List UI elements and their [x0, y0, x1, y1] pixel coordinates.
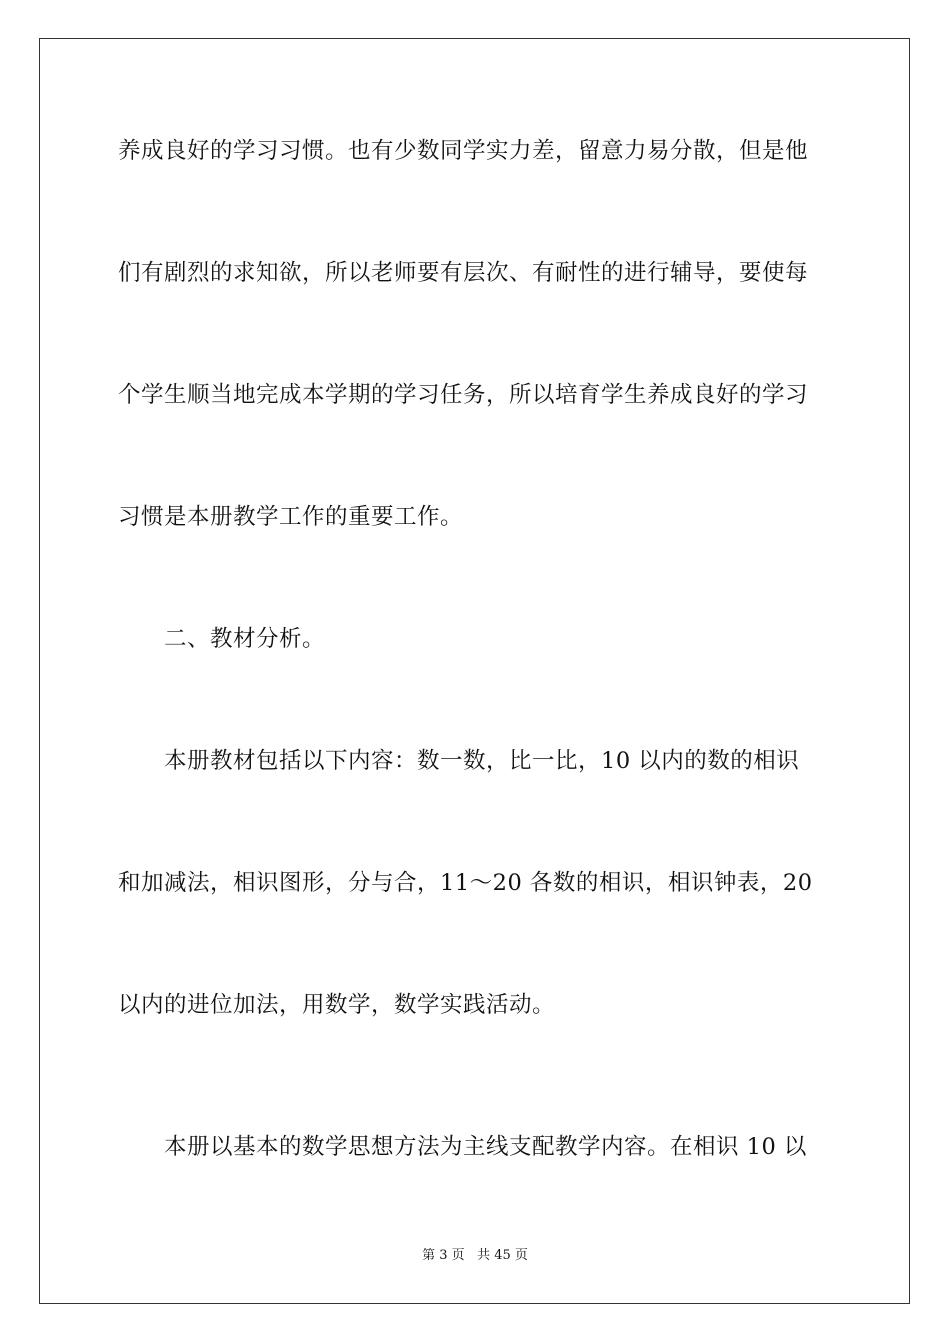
body-text-line-7: 以内的进位加法，用数学，数学实践活动。	[118, 992, 556, 1018]
body-text-line-4: 习惯是本册教学工作的重要工作。	[118, 504, 464, 530]
section-heading: 二、教材分析。	[164, 626, 326, 652]
body-text-line-6: 和加减法，相识图形，分与合，11～20 各数的相识，相识钟表，20	[118, 870, 813, 896]
body-text-line-2: 们有剧烈的求知欲，所以老师要有层次、有耐性的进行辅导，要使每	[118, 260, 809, 286]
body-text-line-1: 养成良好的学习习惯。也有少数同学实力差，留意力易分散，但是他	[118, 138, 809, 164]
page-number-footer: 第 3 页 共 45 页	[422, 1248, 528, 1263]
body-text-line-3: 个学生顺当地完成本学期的学习任务，所以培育学生养成良好的学习	[118, 382, 809, 408]
page-border	[39, 38, 910, 1304]
body-text-line-5: 本册教材包括以下内容：数一数，比一比，10 以内的数的相识	[164, 748, 800, 774]
body-text-line-8: 本册以基本的数学思想方法为主线支配教学内容。在相识 10 以	[164, 1134, 807, 1160]
